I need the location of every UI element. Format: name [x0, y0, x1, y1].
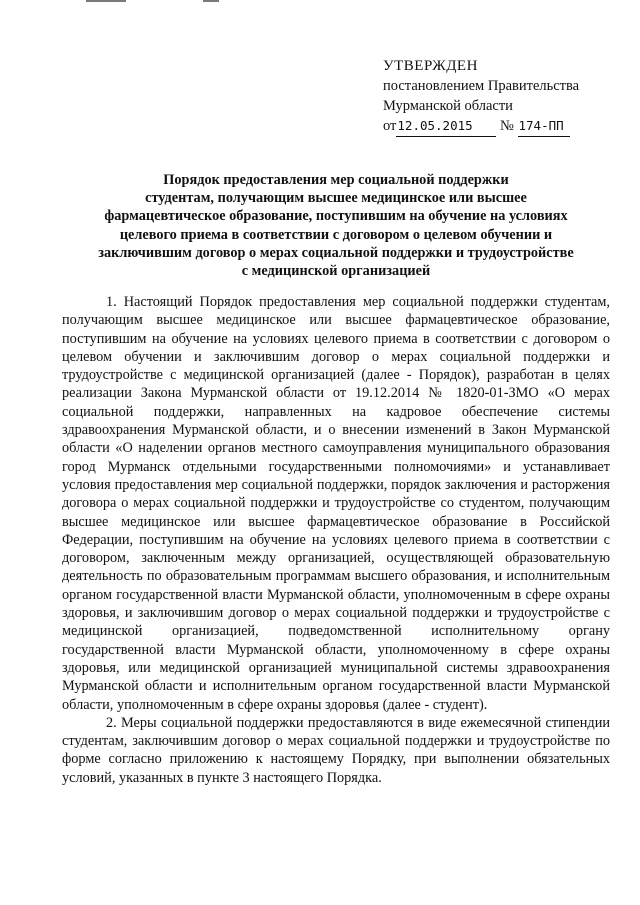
title-line: целевого приема в соответствии с договором о целевом обучении и [119, 226, 553, 243]
document-body [62, 293, 610, 787]
title-line: Порядок предоставления мер социальной поддержки [163, 172, 509, 188]
paragraph-1: 1. Настоящий Порядок предоставления мер социальной поддержки студентам, получающим высшее медицинское или высшее фармацевтическое образование, поступившим на обучение на условиях целевого приема в соответствии с договором о целевом обучении и заключившим договор о мерах социальной поддержки и трудоустройстве с медицинской организацией (далее - Порядок), разработан в целях реализации Закона Мурманской области от 19.12.2014 № 1820-01-ЗМО «О мерах социальной поддержки, направленных на кадровое обеспечение системы здравоохранения Мурманской области, и о внесении изменений в Закон Мурманской области «О наделении органов местного самоуправления муниципального образования город Мурманск отдельными государственными полномочиями» и устанавливает условия предоставления мер социальной поддержки, порядок заключения и расторжения договора о мерах социальной поддержки и трудоустройстве со студентом, получающим высшее медицинское или высшее фармацевтическое образование в Российской Федерации, поступившим на обучение на условиях целевого приема в соответствии с договором, заключенным между организацией, осуществляющей образовательную деятельность по образовательным программам высшего образования, и исполнительным органом государственной власти Мурманской области, уполномоченным в сфере охраны здоровья, и заключившим договор о мерах социальной поддержки и трудоустройстве с медицинской организацией, подведомственной исполнительному органу государственной власти Мурманской области, уполномоченному в сфере охраны здоровья, или медицинской организацией муниципальной системы здравоохранения Мурманской области и исполнительным органом государственной власти Мурманской области, уполномоченным в сфере охраны здоровья (далее - студент). [62, 294, 610, 713]
scan-edge-mark [86, 0, 126, 2]
title-line: фармацевтическое образование, поступившим на обучение на условиях [104, 208, 568, 225]
approval-date: 12.05.2015 [396, 116, 496, 137]
paragraph-2: 2. Меры социальной поддержки предоставляются в виде ежемесячной стипендии студентам, заключившим договор о мерах социальной поддержки и трудоустройстве по форме согласно приложению к настоящему Порядку, при выполнении обязательных условий, указанных в пункте 3 настоящего Порядка. [62, 714, 610, 786]
approval-date-line [383, 116, 633, 137]
document-title [62, 171, 610, 280]
approval-stamp [383, 56, 633, 137]
approval-number: 174-ПП [518, 116, 570, 137]
date-prefix: от [383, 118, 397, 134]
number-prefix: № [500, 118, 514, 134]
title-line: заключившим договор о мерах социальной поддержки и трудоустройстве [98, 244, 574, 261]
title-line: студентам, получающим высшее медицинское или высшее [145, 190, 527, 207]
scan-edge-mark [203, 0, 219, 2]
approval-heading: УТВЕРЖДЕН [383, 58, 478, 74]
approval-line-1: постановлением Правительства [383, 78, 580, 94]
approval-line-2: Мурманской области [383, 98, 513, 114]
title-line: с медицинской организацией [241, 263, 431, 280]
